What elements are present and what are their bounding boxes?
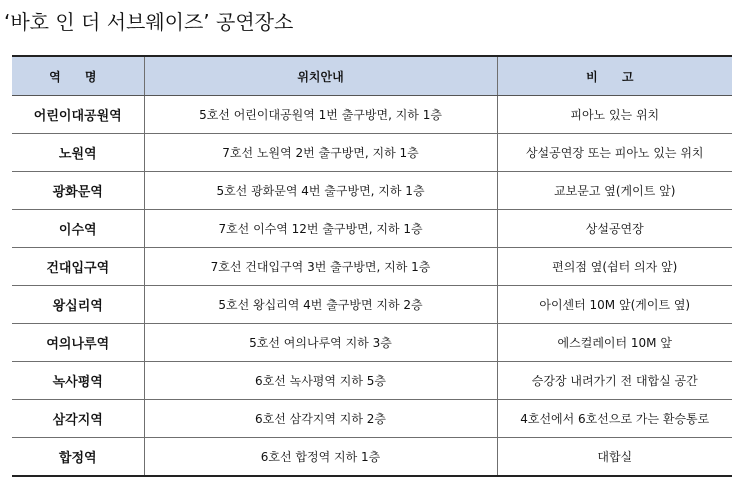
- station-cell: 여의나루역: [12, 324, 144, 362]
- location-cell: 5호선 광화문역 4번 출구방면, 지하 1층: [144, 172, 497, 210]
- station-cell: 노원역: [12, 134, 144, 172]
- table-row: [12, 96, 732, 134]
- location-cell: 6호선 삼각지역 지하 2층: [144, 400, 497, 438]
- station-cell: 녹사평역: [12, 362, 144, 400]
- header-location: 위치안내: [144, 56, 497, 96]
- location-cell: 7호선 이수역 12번 출구방면, 지하 1층: [144, 210, 497, 248]
- table-row: [12, 400, 732, 438]
- location-cell: 7호선 건대입구역 3번 출구방면, 지하 1층: [144, 248, 497, 286]
- table-row: [12, 362, 732, 400]
- table-row: [12, 172, 732, 210]
- page-title: ‘바호 인 더 서브웨이즈’ 공연장소: [4, 10, 294, 34]
- station-cell: 삼각지역: [12, 400, 144, 438]
- station-cell: 광화문역: [12, 172, 144, 210]
- note-cell: 아이센터 10M 앞(게이트 옆): [497, 286, 732, 324]
- header-station: 역 명: [12, 56, 144, 96]
- station-cell: 어린이대공원역: [12, 96, 144, 134]
- note-cell: 대합실: [497, 438, 732, 477]
- table-row: [12, 134, 732, 172]
- location-cell: 7호선 노원역 2번 출구방면, 지하 1층: [144, 134, 497, 172]
- table-row: [12, 286, 732, 324]
- note-cell: 상설공연장 또는 피아노 있는 위치: [497, 134, 732, 172]
- note-cell: 편의점 옆(쉼터 의자 앞): [497, 248, 732, 286]
- location-cell: 5호선 여의나루역 지하 3층: [144, 324, 497, 362]
- station-cell: 이수역: [12, 210, 144, 248]
- station-cell: 왕십리역: [12, 286, 144, 324]
- location-cell: 5호선 왕십리역 4번 출구방면 지하 2층: [144, 286, 497, 324]
- table-row: [12, 248, 732, 286]
- table-row: [12, 324, 732, 362]
- location-cell: 6호선 녹사평역 지하 5층: [144, 362, 497, 400]
- note-cell: 승강장 내려가기 전 대합실 공간: [497, 362, 732, 400]
- venue-table: [12, 55, 732, 477]
- table-header-row: [12, 56, 732, 96]
- location-cell: 5호선 어린이대공원역 1번 출구방면, 지하 1층: [144, 96, 497, 134]
- note-cell: 교보문고 옆(게이트 앞): [497, 172, 732, 210]
- table-row: [12, 438, 732, 477]
- header-note: 비 고: [497, 56, 732, 96]
- station-cell: 합정역: [12, 438, 144, 477]
- location-cell: 6호선 합정역 지하 1층: [144, 438, 497, 477]
- note-cell: 에스컬레이터 10M 앞: [497, 324, 732, 362]
- note-cell: 상설공연장: [497, 210, 732, 248]
- note-cell: 4호선에서 6호선으로 가는 환승통로: [497, 400, 732, 438]
- station-cell: 건대입구역: [12, 248, 144, 286]
- table-row: [12, 210, 732, 248]
- note-cell: 피아노 있는 위치: [497, 96, 732, 134]
